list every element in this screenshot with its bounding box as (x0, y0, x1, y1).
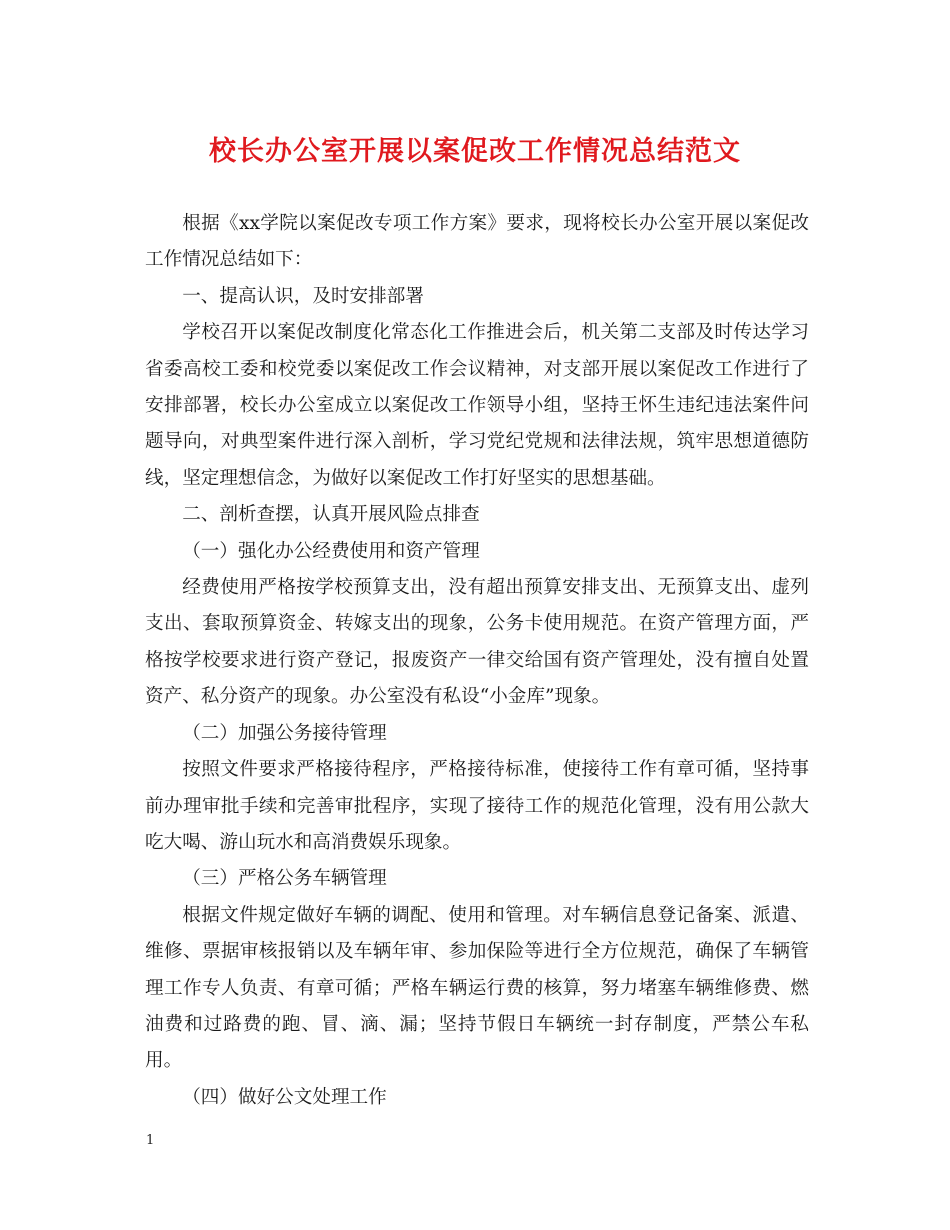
body-paragraph: 学校召开以案促改制度化常态化工作推进会后，机关第二支部及时传达学习省委高校工委和校党委以案促改工作会议精神，对支部开展以案促改工作进行了安排部署，校长办公室成立以案促改工作领导小组，坚持王怀生违纪违法案件问题导向，对典型案件进行深入剖析，学习党纪党规和法律法规，筑牢思想道德防线，坚定理想信念，为做好以案促改工作打好坚实的思想基础。 (145, 322, 809, 489)
section-heading-1: 一、提高认识，及时安排部署 (182, 285, 424, 307)
subsection-heading-3: （三）严格公务车辆管理 (182, 868, 387, 890)
section-heading-2: 二、剖析查摆，认真开展风险点排查 (182, 504, 480, 526)
subsection-heading-1: （一）强化办公经费使用和资产管理 (182, 540, 480, 562)
body-paragraph: 根据文件规定做好车辆的调配、使用和管理。对车辆信息登记备案、派遣、维修、票据审核报销以及车辆年审、参加保险等进行全方位规范，确保了车辆管理工作专人负责、有章可循；严格车辆运行费的核算，努力堵塞车辆维修费、燃油费和过路费的跑、冒、滴、漏；坚持节假日车辆统一封存制度，严禁公车私用。 (145, 904, 809, 1072)
body-paragraph: 按照文件要求严格接待程序，严格接待标准，使接待工作有章可循，坚持事前办理审批手续和完善审批程序，实现了接待工作的规范化管理，没有用公款大吃大喝、游山玩水和高消费娱乐现象。 (145, 759, 809, 853)
document-body (145, 206, 809, 1116)
subsection-heading-4: （四）做好公文处理工作 (182, 1086, 387, 1108)
subsection-heading-2: （二）加强公务接待管理 (182, 722, 387, 744)
intro-paragraph: 根据《xx学院以案促改专项工作方案》要求，现将校长办公室开展以案促改工作情况总结如下： (145, 213, 809, 271)
page-number: 1 (146, 1133, 155, 1148)
body-paragraph: 经费使用严格按学校预算支出，没有超出预算安排支出、无预算支出、虚列支出、套取预算资金、转嫁支出的现象，公务卡使用规范。在资产管理方面，严格按学校要求进行资产登记，报废资产一律交给国有资产管理处，没有擅自处置资产、私分资产的现象。办公室没有私设“小金库”现象。 (145, 577, 809, 708)
document-title: 校长办公室开展以案促改工作情况总结范文 (209, 136, 741, 167)
